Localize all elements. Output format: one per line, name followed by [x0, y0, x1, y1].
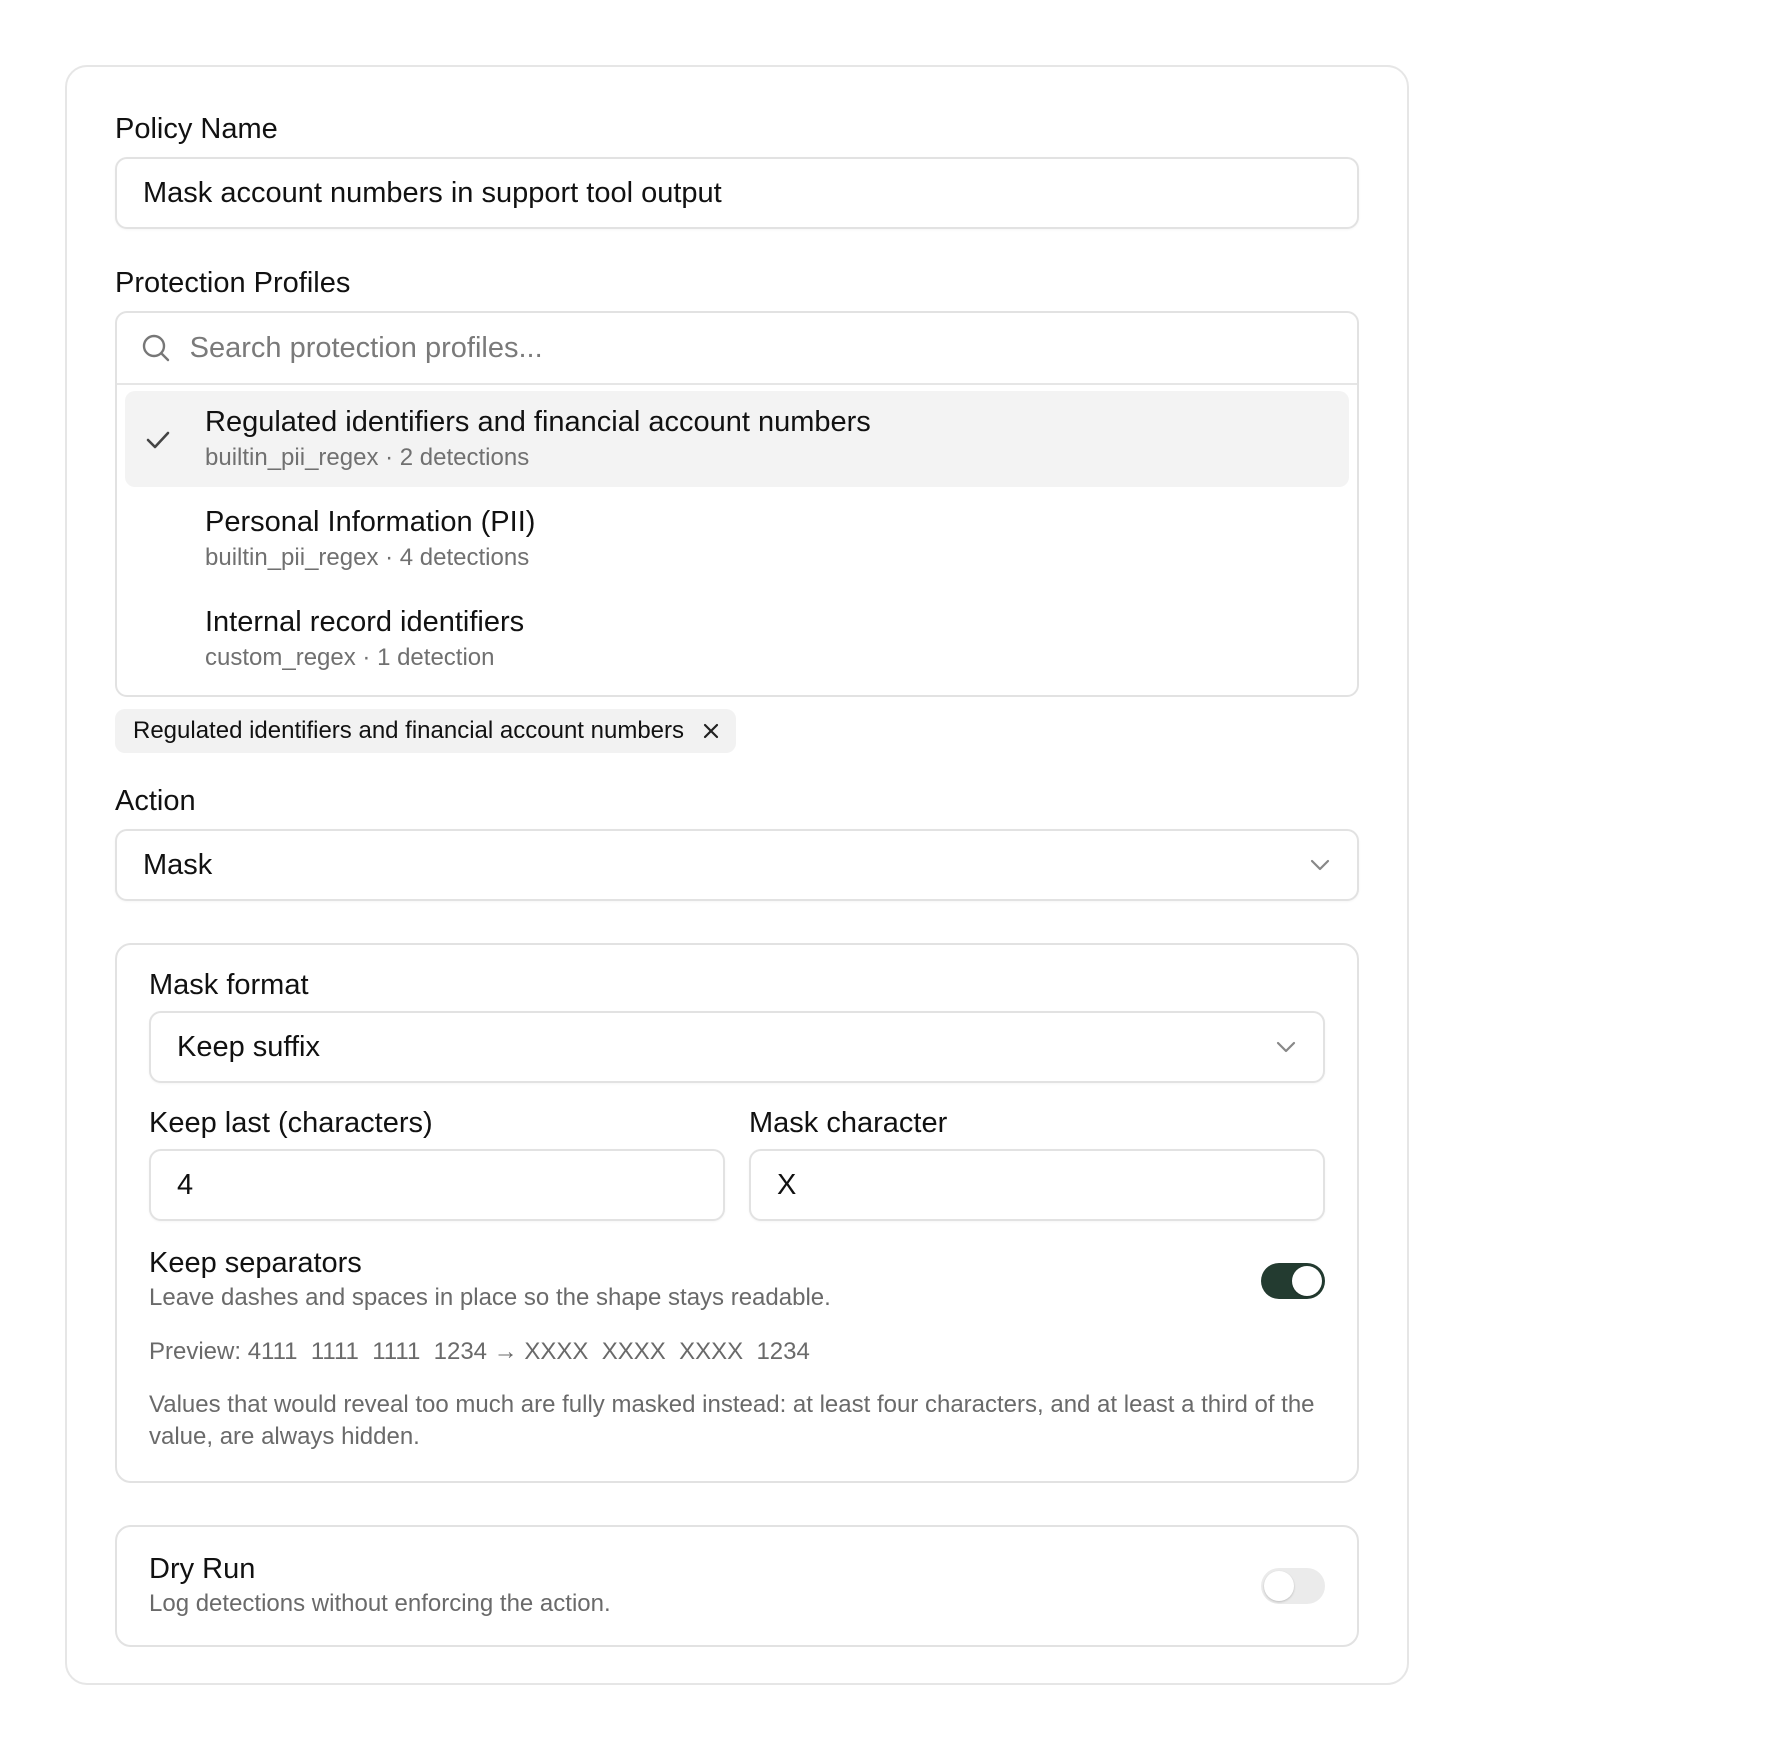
mask-format-value: Keep suffix [177, 1030, 320, 1063]
search-icon [141, 332, 172, 364]
check-icon [143, 425, 173, 455]
keep-separators-description: Leave dashes and spaces in place so the shape stays readable. [149, 1284, 831, 1311]
keep-last-group [149, 1105, 725, 1221]
chevron-down-icon [1275, 1036, 1297, 1058]
profile-option[interactable] [125, 391, 1349, 487]
profile-option-meta: builtin_pii_regex · 4 detections [205, 544, 530, 571]
policy-name-value: Mask account numbers in support tool output [143, 176, 722, 209]
dry-run-description: Log detections without enforcing the action. [149, 1590, 611, 1617]
profile-option-title: Regulated identifiers and financial account numbers [205, 406, 871, 438]
profile-option[interactable] [125, 591, 1349, 687]
chip-label: Regulated identifiers and financial account numbers [133, 717, 685, 744]
mask-preview: Preview: 4111 1111 1111 1234 → XXXX XXXX XXXX 1234 [149, 1338, 810, 1365]
mask-note: Values that would reveal too much are fully masked instead: at least four characters, and at least a third of the value, are always hidden. [149, 1391, 1315, 1450]
mask-character-label: Mask character [749, 1107, 948, 1139]
keep-separators-toggle[interactable] [1261, 1263, 1325, 1299]
profile-search-bar [117, 313, 1357, 385]
profile-option-title: Personal Information (PII) [205, 506, 536, 538]
keep-last-input[interactable] [149, 1149, 725, 1221]
profile-option-meta: builtin_pii_regex · 2 detections [205, 444, 530, 471]
mask-character-group [749, 1105, 1325, 1221]
action-label: Action [115, 785, 196, 817]
policy-name-input[interactable] [115, 157, 1359, 229]
action-select[interactable] [115, 829, 1359, 901]
policy-form [115, 111, 1359, 1647]
protection-profiles-label: Protection Profiles [115, 267, 351, 299]
action-value: Mask [143, 848, 213, 881]
keep-separators-row [149, 1245, 1325, 1315]
policy-name-label: Policy Name [115, 113, 278, 145]
dry-run-texts [149, 1551, 1261, 1621]
profile-search-input[interactable] [188, 331, 1333, 366]
mask-format-select[interactable] [149, 1011, 1325, 1083]
selected-profiles [115, 709, 1359, 753]
mask-character-input[interactable] [749, 1149, 1325, 1221]
profile-options-list [117, 385, 1357, 695]
keep-separators-title: Keep separators [149, 1247, 362, 1279]
dry-run-row [149, 1551, 1325, 1621]
mask-format-label: Mask format [149, 969, 309, 1001]
mask-options-row [149, 1105, 1325, 1221]
toggle-knob [1292, 1266, 1322, 1296]
selected-profile-chip [115, 709, 736, 753]
toggle-knob [1264, 1571, 1294, 1601]
profile-option-meta: custom_regex · 1 detection [205, 644, 495, 671]
keep-last-value: 4 [177, 1168, 194, 1201]
close-icon[interactable] [702, 722, 720, 740]
chevron-down-icon [1309, 854, 1331, 876]
dry-run-toggle[interactable] [1261, 1568, 1325, 1604]
profile-option-title: Internal record identifiers [205, 606, 525, 638]
protection-profiles-combobox [115, 311, 1359, 697]
mask-settings-panel [115, 943, 1359, 1483]
mask-character-value: X [777, 1168, 797, 1201]
profile-option[interactable] [125, 491, 1349, 587]
keep-separators-texts [149, 1245, 1261, 1315]
dry-run-panel [115, 1525, 1359, 1647]
policy-form-card [65, 65, 1409, 1685]
keep-last-label: Keep last (characters) [149, 1107, 433, 1139]
dry-run-title: Dry Run [149, 1553, 256, 1585]
